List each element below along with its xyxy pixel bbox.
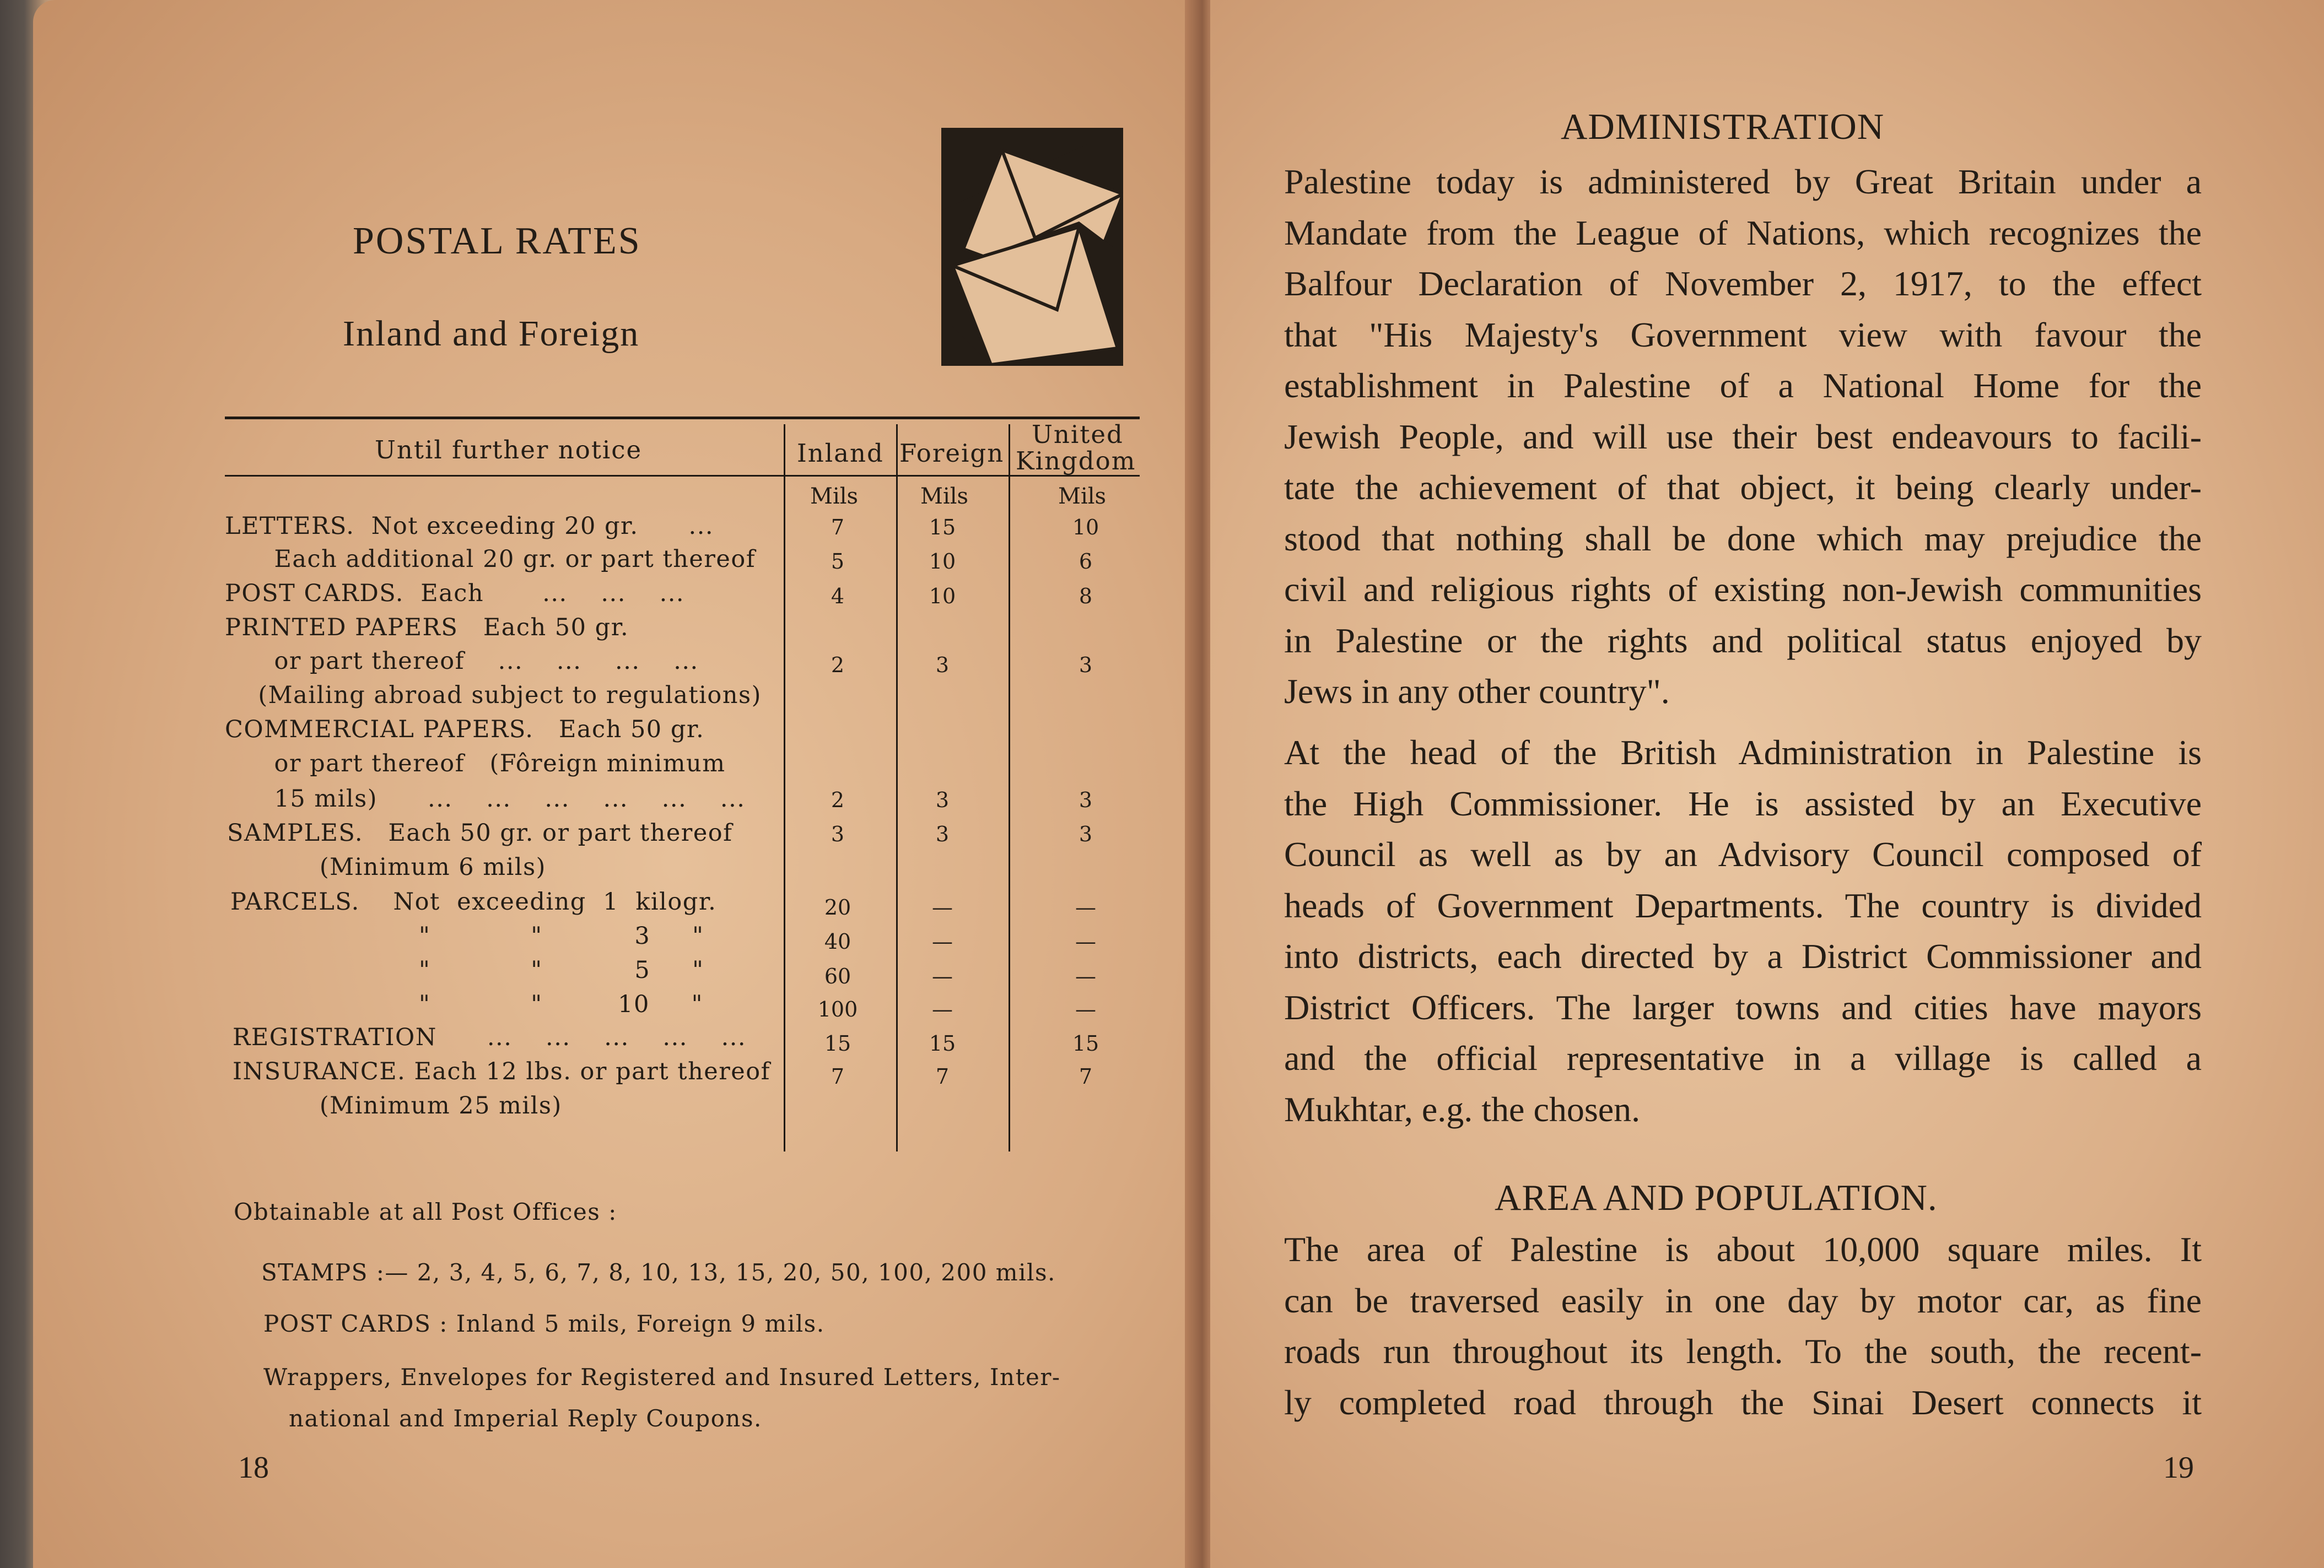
text-line: ly completed road through the Sinai Desert connects it [1284, 1382, 2202, 1422]
table-cell: — [932, 997, 953, 1021]
table-cell: 6 [1079, 549, 1093, 574]
table-cell: 10 [929, 584, 956, 608]
table-row-label: " " 5 " [419, 956, 704, 984]
column-header-uk: United [1032, 420, 1124, 449]
table-cell: — [932, 929, 953, 954]
table-row-label: COMMERCIAL PAPERS. Each 50 gr. [225, 716, 705, 743]
table-row-label: LETTERS. Not exceeding 20 gr. ... [225, 512, 714, 540]
text-line: At the head of the British Administration in Palestine is [1284, 733, 2202, 772]
text-line: Mukhtar, e.g. the chosen. [1284, 1089, 1641, 1129]
table-row-label: PARCELS. Not exceeding 1 kilogr. [230, 888, 717, 916]
section-heading: ADMINISTRATION [1561, 106, 1885, 147]
table-header-rule [225, 475, 1140, 477]
table-top-rule [225, 417, 1140, 419]
text-line: Palestine today is administered by Great Britain under a [1284, 162, 2202, 201]
unit-label: Mils [920, 484, 969, 509]
table-cell: 8 [1079, 584, 1093, 608]
table-cell: 60 [824, 964, 851, 988]
table-row-label: INSURANCE. Each 12 lbs. or part thereof [233, 1058, 771, 1085]
text-line: can be traversed easily in one day by motor car, as fine [1284, 1280, 2202, 1320]
table-cell: 3 [1079, 653, 1093, 677]
table-cell: — [1075, 929, 1096, 954]
wrappers-line: Wrappers, Envelopes for Registered and Insured Letters, Inter- [263, 1364, 1061, 1391]
text-line: Balfour Declaration of November 2, 1917, to the effect [1284, 264, 2202, 303]
table-cell: 7 [831, 1064, 845, 1089]
table-row-label: PRINTED PAPERS Each 50 gr. [225, 614, 629, 641]
column-header-uk: Kingdom [1016, 446, 1136, 475]
paragraph [1284, 727, 2202, 1135]
table-cell: 10 [1072, 515, 1099, 539]
table-row-label: (Mailing abroad subject to regulations) [241, 682, 762, 709]
table-cell: — [1075, 964, 1096, 988]
table-cell: — [932, 964, 953, 988]
text-line: establishment in Palestine of a National Home for the [1284, 366, 2202, 405]
table-cell: 10 [929, 549, 956, 574]
table-col-divider [784, 424, 785, 1151]
column-header-foreign: Foreign [899, 439, 1005, 468]
table-cell: 4 [831, 584, 845, 608]
table-row-label: 15 mils) ... ... ... ... ... ... [249, 785, 746, 813]
table-cell: 7 [1079, 1064, 1093, 1089]
post-cards-line: POST CARDS : Inland 5 mils, Foreign 9 mils. [263, 1310, 825, 1337]
table-row-label: SAMPLES. Each 50 gr. or part thereof [227, 819, 733, 847]
text-line: Mandate from the League of Nations, which recognizes the [1284, 213, 2202, 252]
text-line: stood that nothing shall be done which may prejudice the [1284, 518, 2202, 558]
table-row-label: (Minimum 25 mils) [278, 1092, 562, 1120]
table-cell: 5 [831, 549, 845, 574]
table-cell: 15 [1072, 1031, 1099, 1056]
text-line: that "His Majesty's Government view with favour the [1284, 315, 2202, 354]
table-row-label: " " 10 " [419, 991, 703, 1018]
text-line: District Officers. The larger towns and cities have mayors [1284, 987, 2202, 1027]
text-line: into districts, each directed by a District Commissioner and [1284, 937, 2202, 976]
unit-label: Mils [1058, 484, 1107, 509]
table-col-divider [1009, 424, 1010, 1151]
text-line: and the official representative in a village is called a [1284, 1039, 2202, 1078]
text-line: Jewish People, and will use their best endeavours to facili- [1284, 417, 2202, 456]
table-cell: 3 [935, 788, 950, 812]
page-title: POSTAL RATES [353, 220, 641, 262]
text-line: heads of Government Departments. The country is divided [1284, 885, 2202, 925]
table-cell: 7 [831, 515, 845, 539]
table-header-label: Until further notice [375, 435, 643, 464]
table-col-divider [896, 424, 898, 1151]
table-cell: 3 [1079, 822, 1093, 846]
table-cell: 2 [831, 788, 845, 812]
paragraph [1284, 1224, 2202, 1428]
table-cell: 15 [824, 1031, 851, 1056]
column-header-inland: Inland [797, 439, 884, 468]
table-row-label: POST CARDS. Each ... ... ... [225, 580, 685, 607]
text-line: civil and religious rights of existing non-Jewish communities [1284, 570, 2202, 609]
table-cell: 40 [824, 929, 851, 954]
table-cell: 100 [817, 997, 858, 1021]
unit-label: Mils [810, 484, 859, 509]
table-cell: 2 [831, 653, 845, 677]
table-cell: 15 [929, 1031, 956, 1056]
table-cell: 3 [935, 653, 950, 677]
table-row-label: (Minimum 6 mils) [278, 853, 546, 881]
obtainable-heading: Obtainable at all Post Offices : [234, 1198, 617, 1225]
table-cell: 3 [1079, 788, 1093, 812]
table-row-label: REGISTRATION ... ... ... ... ... [233, 1024, 747, 1051]
text-line: Jews in any other country". [1284, 672, 1670, 711]
stamps-line: STAMPS :— 2, 3, 4, 5, 6, 7, 8, 10, 13, 15, 20, 50, 100, 200 mils. [261, 1259, 1056, 1286]
table-cell: 3 [935, 822, 950, 846]
table-row-label: or part thereof (Fôreign minimum [249, 750, 726, 777]
table-row-label: or part thereof ... ... ... ... [249, 647, 699, 675]
table-row-label: " " 3 " [419, 922, 704, 950]
table-cell: — [1075, 895, 1096, 920]
section-heading: AREA AND POPULATION. [1495, 1177, 1938, 1218]
table-row-label: Each additional 20 gr. or part thereof [249, 545, 756, 573]
table-cell: 3 [831, 822, 845, 846]
wrappers-line: national and Imperial Reply Coupons. [289, 1405, 762, 1432]
text-line: Council as well as by an Advisory Council composed of [1284, 835, 2202, 874]
table-cell: 7 [935, 1064, 950, 1089]
paragraph [1284, 156, 2202, 717]
text-line: the High Commissioner. He is assisted by an Executive [1284, 783, 2202, 823]
table-cell: 20 [824, 895, 851, 920]
envelopes-icon [941, 128, 1123, 366]
text-line: roads run throughout its length. To the south, the recent- [1284, 1332, 2202, 1371]
text-line: The area of Palestine is about 10,000 square miles. It [1284, 1230, 2202, 1269]
text-line: tate the achievement of that object, it being clearly under- [1284, 468, 2202, 507]
page-number: 18 [238, 1451, 269, 1485]
page-subtitle: Inland and Foreign [343, 313, 640, 354]
table-cell: — [1075, 997, 1096, 1021]
table-cell: 15 [929, 515, 956, 539]
table-cell: — [932, 895, 953, 920]
page-number: 19 [2163, 1451, 2194, 1485]
text-line: in Palestine or the rights and political status enjoyed by [1284, 620, 2202, 660]
